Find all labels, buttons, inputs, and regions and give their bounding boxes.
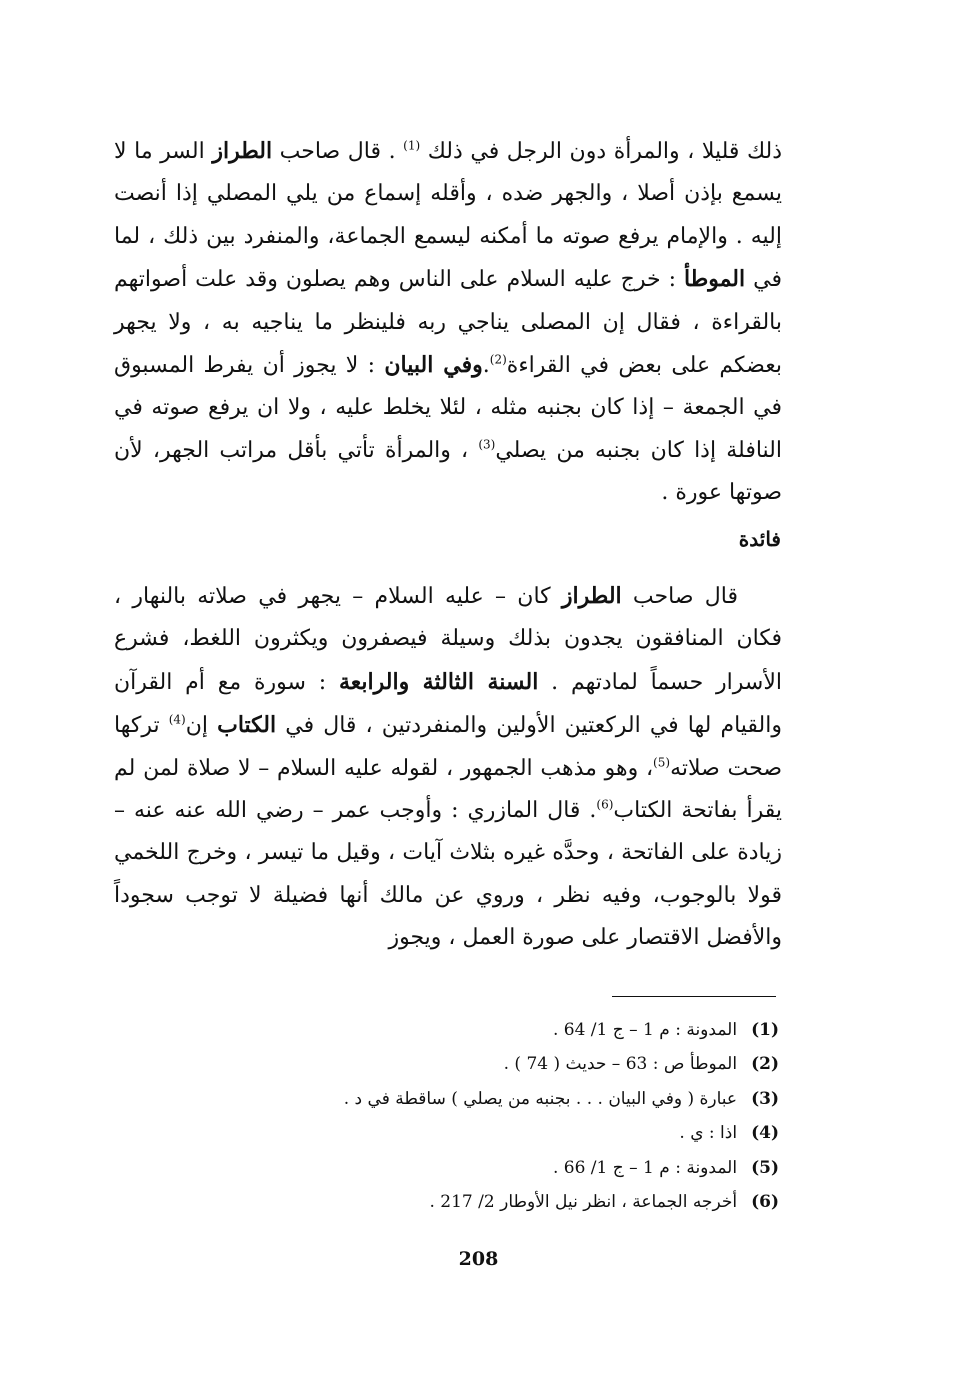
- text-run: السر ما لا يسمع بإذن أصلا ، والجهر ضده ، وأقله إسماع من يلي المصلي إذا أنصت إليه . والإمام يرفع صوته ما أمكنه ليسمع الجماعة، والمنفرد بين ذلك ، لما في: [114, 139, 782, 293]
- bold-term-taraz: الطراز: [212, 138, 273, 164]
- text-run: قال صاحب: [632, 584, 738, 609]
- text-run: : سورة مع أم القرآن والقيام لها في الركعتين الأولين والمنفردتين ، قال في: [114, 669, 782, 739]
- bold-term-taraz: الطراز: [561, 583, 622, 609]
- footnote-text: عبارة ( وفي البيان . . . بجنبه من يصلي ) ساقطة في د .: [343, 1088, 738, 1109]
- footnote-text: الموطأ ص : 63 – حديث ( 74 ) .: [503, 1054, 738, 1075]
- text-run: كان – عليه السلام – يجهر في صلاته بالنهار ، فكان المنافقون يجدون بذلك وسيلة فيصفرون ويكثرون اللغط، فشرع الأسرار حسماً لمادتهم .: [114, 584, 782, 695]
- footnote-divider: [612, 996, 776, 997]
- footnote-text: المدونة : م 1 – ج 1/ 64 .: [552, 1020, 738, 1040]
- text-run: : خرج عليه السلام على الناس وهم يصلون وقد علت أصواتهم بالقراءة ، فقال إن المصلى يناجي ربه فلينظر ما يناجيه به ، ولا يجهر بعضكم على بعض في القراءة: [114, 267, 782, 379]
- bold-term-kitab: الكتاب: [217, 712, 277, 739]
- footnote-number: (4): [751, 1123, 779, 1144]
- section-heading: فائدة: [738, 527, 781, 551]
- footnote-5: [219, 1151, 779, 1185]
- footnote-ref-1: (1): [403, 138, 421, 153]
- footnote-2: [219, 1047, 779, 1081]
- paragraph-1: [114, 130, 782, 515]
- page-number: 208: [458, 1248, 499, 1270]
- footnote-number: (1): [751, 1020, 779, 1040]
- footnotes: [219, 1013, 779, 1219]
- text-run: .: [482, 353, 490, 379]
- footnote-text: المدونة : م 1 – ج 1/ 66 .: [552, 1157, 738, 1178]
- footnote-6: [219, 1185, 779, 1219]
- footnote-ref-2: (2): [489, 352, 507, 367]
- footnote-ref-3: (3): [478, 437, 496, 452]
- footnote-ref-6: (6): [596, 797, 614, 812]
- footnote-ref-4: (4): [168, 712, 186, 727]
- text-run: : لا يجوز أن يفرط المسبوق في الجمعة – إذا كان بجنبه مثله ، لئلا يخلط عليه ، ولا ان يرفع صوته في النافلة إذا كان بجنبه من يصلي: [114, 353, 782, 463]
- footnote-number: (6): [751, 1191, 779, 1212]
- footnote-number: (5): [751, 1157, 779, 1178]
- text-run: تركها صحت صلاته: [114, 713, 782, 781]
- text-run: ذلك قليلا ، والمرأة دون الرجل في ذلك: [427, 139, 783, 164]
- footnote-number: (2): [751, 1054, 779, 1075]
- text-run: ، والمرأة تأتي بأقل مراتب الجهر، لأن صوتها عورة .: [114, 437, 782, 506]
- bold-term-bayan: وفي البيان: [384, 352, 483, 379]
- paragraph-2: [114, 575, 782, 960]
- footnote-3: [219, 1082, 779, 1116]
- footnote-text: اذا : ي .: [679, 1123, 738, 1144]
- bold-term-muwatta: الموطأ: [684, 266, 746, 293]
- footnote-1: [219, 1013, 779, 1047]
- footnote-ref-5: (5): [653, 755, 671, 770]
- footnote-text: أخرجه الجماعة ، انظر نيل الأوطار 2/ 217 .: [429, 1191, 738, 1212]
- footnote-number: (3): [751, 1088, 779, 1109]
- text-run: إن: [185, 713, 208, 739]
- text-run: ، وهو مذهب الجمهور ، لقوله عليه السلام – لا صلاة لمن لم يقرأ بفاتحة الكتاب: [114, 755, 782, 824]
- text-run: . قال صاحب: [279, 139, 396, 164]
- footnote-4: [219, 1116, 779, 1150]
- text-run: . قال المازري : وأوجب عمر – رضي الله عنه عنه – زيادة على الفاتحة ، وحدَّه غيره بثلاث آيات ، وقيل ما تيسر ، وخرج اللخمي قولا بالوجوب، وفيه نظر ، وروي عن مالك أنها فضيلة لا توجب سجوداً والأفضل الاقتصار على صورة العمل ، ويجوز: [114, 798, 782, 951]
- bold-term-sunna: السنة الثالثة والرابعة: [338, 668, 539, 695]
